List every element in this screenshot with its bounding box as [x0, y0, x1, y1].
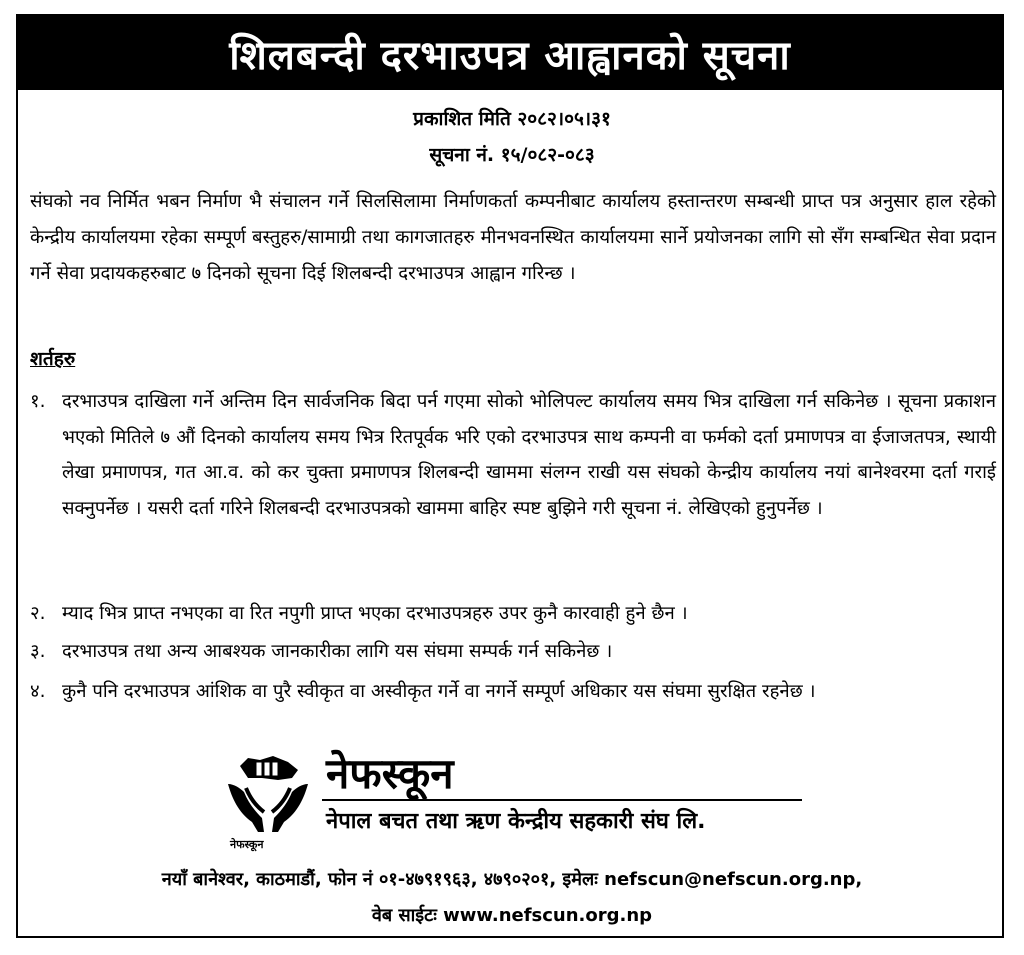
- term-item: [30, 674, 996, 710]
- term-number: ३.: [30, 641, 46, 662]
- website-line: वेब साईटः www.nefscun.org.np: [371, 905, 653, 926]
- notice-number: सूचना नं. १५/०८२-०८३: [429, 144, 595, 166]
- term-text: दरभाउपत्र दाखिला गर्ने अन्तिम दिन सार्वजनिक बिदा पर्न गएमा सोको भोलिपल्ट कार्यालय समय भित्र दाखिला गर्न सकिनेछ । सूचना प्रकाशन भएको मितिले ७ औं दिनको कार्यालय समय भित्र रितपूर्वक भरि एको दरभाउपत्र साथ कम्पनी वा फर्मको दर्ता प्रमाणपत्र वा ईजाजतपत्र, स्थायी लेखा प्रमाणपत्र, गत आ.व. को कर चुक्ता प्रमाणपत्र शिलबन्दी खाममा संलग्न राखी यस संघको केन्द्रीय कार्यालय नयां बानेश्वरमा दर्ता गराई सक्नुपर्नेछ । यसरी दर्ता गरिने शिलबन्दी दरभाउपत्रको खाममा बाहिर स्पष्ट बुझिने गरी सूचना नं. लेखिएको हुनुपर्नेछ ।: [62, 391, 996, 519]
- contact-line: नयाँ बानेश्वर, काठमाडौं, फोन नं ०१-४७९१९६३, ४७९०२०१, इमेलः nefscun@nefscun.org.np,: [161, 869, 863, 890]
- notice-title: शिलबन्दी दरभाउपत्र आह्वानको सूचना: [18, 16, 1002, 90]
- org-short-name: नेफस्कून: [326, 749, 454, 798]
- term-number: २.: [30, 603, 46, 624]
- term-text: दरभाउपत्र तथा अन्य आबश्यक जानकारीका लागि यस संघमा सम्पर्क गर्न सकिनेछ ।: [62, 641, 613, 662]
- org-full-name: नेपाल बचत तथा ऋण केन्द्रीय सहकारी संघ लि.: [326, 809, 706, 834]
- term-item: [30, 384, 996, 526]
- org-divider: [322, 799, 802, 801]
- term-item: [30, 596, 996, 632]
- published-date: प्रकाशित मिति २०८२।०५।३१: [413, 108, 611, 130]
- term-item: [30, 634, 996, 670]
- term-text: कुनै पनि दरभाउपत्र आंशिक वा पुरै स्वीकृत वा अस्वीकृत गर्ने वा नगर्ने सम्पूर्ण अधिकार यस संघमा सुरक्षित रहनेछ ।: [62, 681, 816, 702]
- intro-paragraph: संघको नव निर्मित भबन निर्माण भै संचालन गर्ने सिलसिलामा निर्माणकर्ता कम्पनीबाट कार्यालय हस्तान्तरण सम्बन्धी प्राप्त पत्र अनुसार हाल रहेको केन्द्रीय कार्यालयमा रहेका सम्पूर्ण बस्तुहरु/सामाग्री तथा कागजातहरु मीनभवनस्थित कार्यालयमा सार्ने प्रयोजनका लागि सो सँग सम्बन्धित सेवा प्रदान गर्ने सेवा प्रदायकहरुबाट ७ दिनको सूचना दिई शिलबन्दी दरभाउपत्र आह्वान गरिन्छ ।: [30, 191, 996, 284]
- term-number: १.: [30, 391, 46, 412]
- term-number: ४.: [30, 681, 46, 702]
- logo-caption: नेफस्कून: [230, 838, 264, 851]
- term-text: म्याद भित्र प्राप्त नभएका वा रित नपुगी प्राप्त भएका दरभाउपत्रहरु उपर कुनै कारवाही हुने छैन ।: [62, 603, 688, 624]
- terms-heading: शर्तहरु: [30, 348, 76, 370]
